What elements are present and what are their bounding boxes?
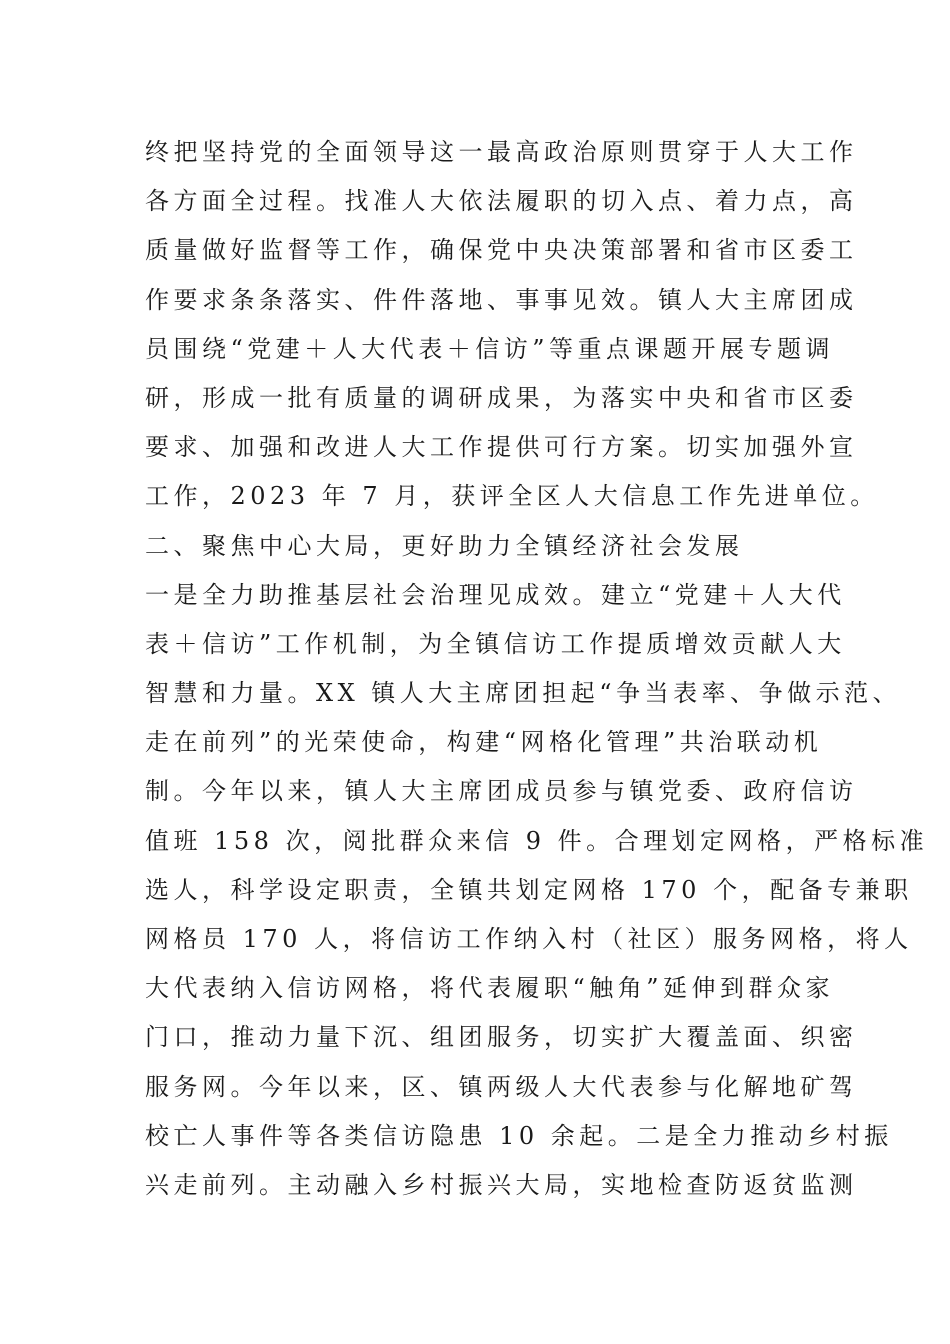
text-line: 兴走前列。主动融入乡村振兴大局，实地检查防返贫监测: [145, 1170, 858, 1199]
text-line: 走在前列”的光荣使命，构建“网格化管理”共治联动机: [145, 728, 823, 757]
text-line: 门口，推动力量下沉、组团服务，切实扩大覆盖面、织密: [145, 1023, 858, 1052]
text-line: 网格员 170 人，将信访工作纳入村（社区）服务网格，将人: [145, 925, 913, 953]
text-line: 智慧和力量。XX 镇人大主席团担起“争当表率、争做示范、: [145, 679, 902, 708]
text-line: 终把坚持党的全面领导这一最高政治原则贯穿于人大工作: [145, 138, 858, 166]
section-heading: 二、聚焦中心大局，更好助力全镇经济社会发展: [145, 531, 744, 560]
text-line: 值班 158 次，阅批群众来信 9 件。合理划定网格，严格标准: [145, 826, 929, 855]
text-line: 表＋信访”工作机制，为全镇信访工作提质增效贡献人大: [145, 629, 846, 658]
text-line: 制。今年以来，镇人大主席团成员参与镇党委、政府信访: [145, 777, 858, 806]
text-line: 大代表纳入信访网格，将代表履职“触角”延伸到群众家: [145, 974, 835, 1003]
text-line: 研，形成一批有质量的调研成果，为落实中央和省市区委: [145, 383, 858, 412]
text-line: 质量做好监督等工作，确保党中央决策部署和省市区委工: [145, 236, 858, 265]
body-text: [145, 128, 929, 1210]
text-line: 工作，2023 年 7 月，获评全区人大信息工作先进单位。: [145, 482, 879, 511]
text-line: 作要求条条落实、件件落地、事事见效。镇人大主席团成: [145, 285, 858, 314]
text-line: 服务网。今年以来，区、镇两级人大代表参与化解地矿驾: [145, 1072, 858, 1101]
text-line: 选人，科学设定职责，全镇共划定网格 170 个，配备专兼职: [145, 875, 913, 904]
text-line: 一是全力助推基层社会治理见成效。建立“党建＋人大代: [145, 580, 846, 609]
text-line: 校亡人事件等各类信访隐患 10 余起。二是全力推动乡村振: [145, 1121, 893, 1150]
text-line: 员围绕“党建＋人大代表＋信访”等重点课题开展专题调: [145, 334, 835, 363]
text-line: 要求、加强和改进人大工作提供可行方案。切实加强外宣: [145, 433, 858, 462]
text-line: 各方面全过程。找准人大依法履职的切入点、着力点，高: [145, 187, 858, 216]
